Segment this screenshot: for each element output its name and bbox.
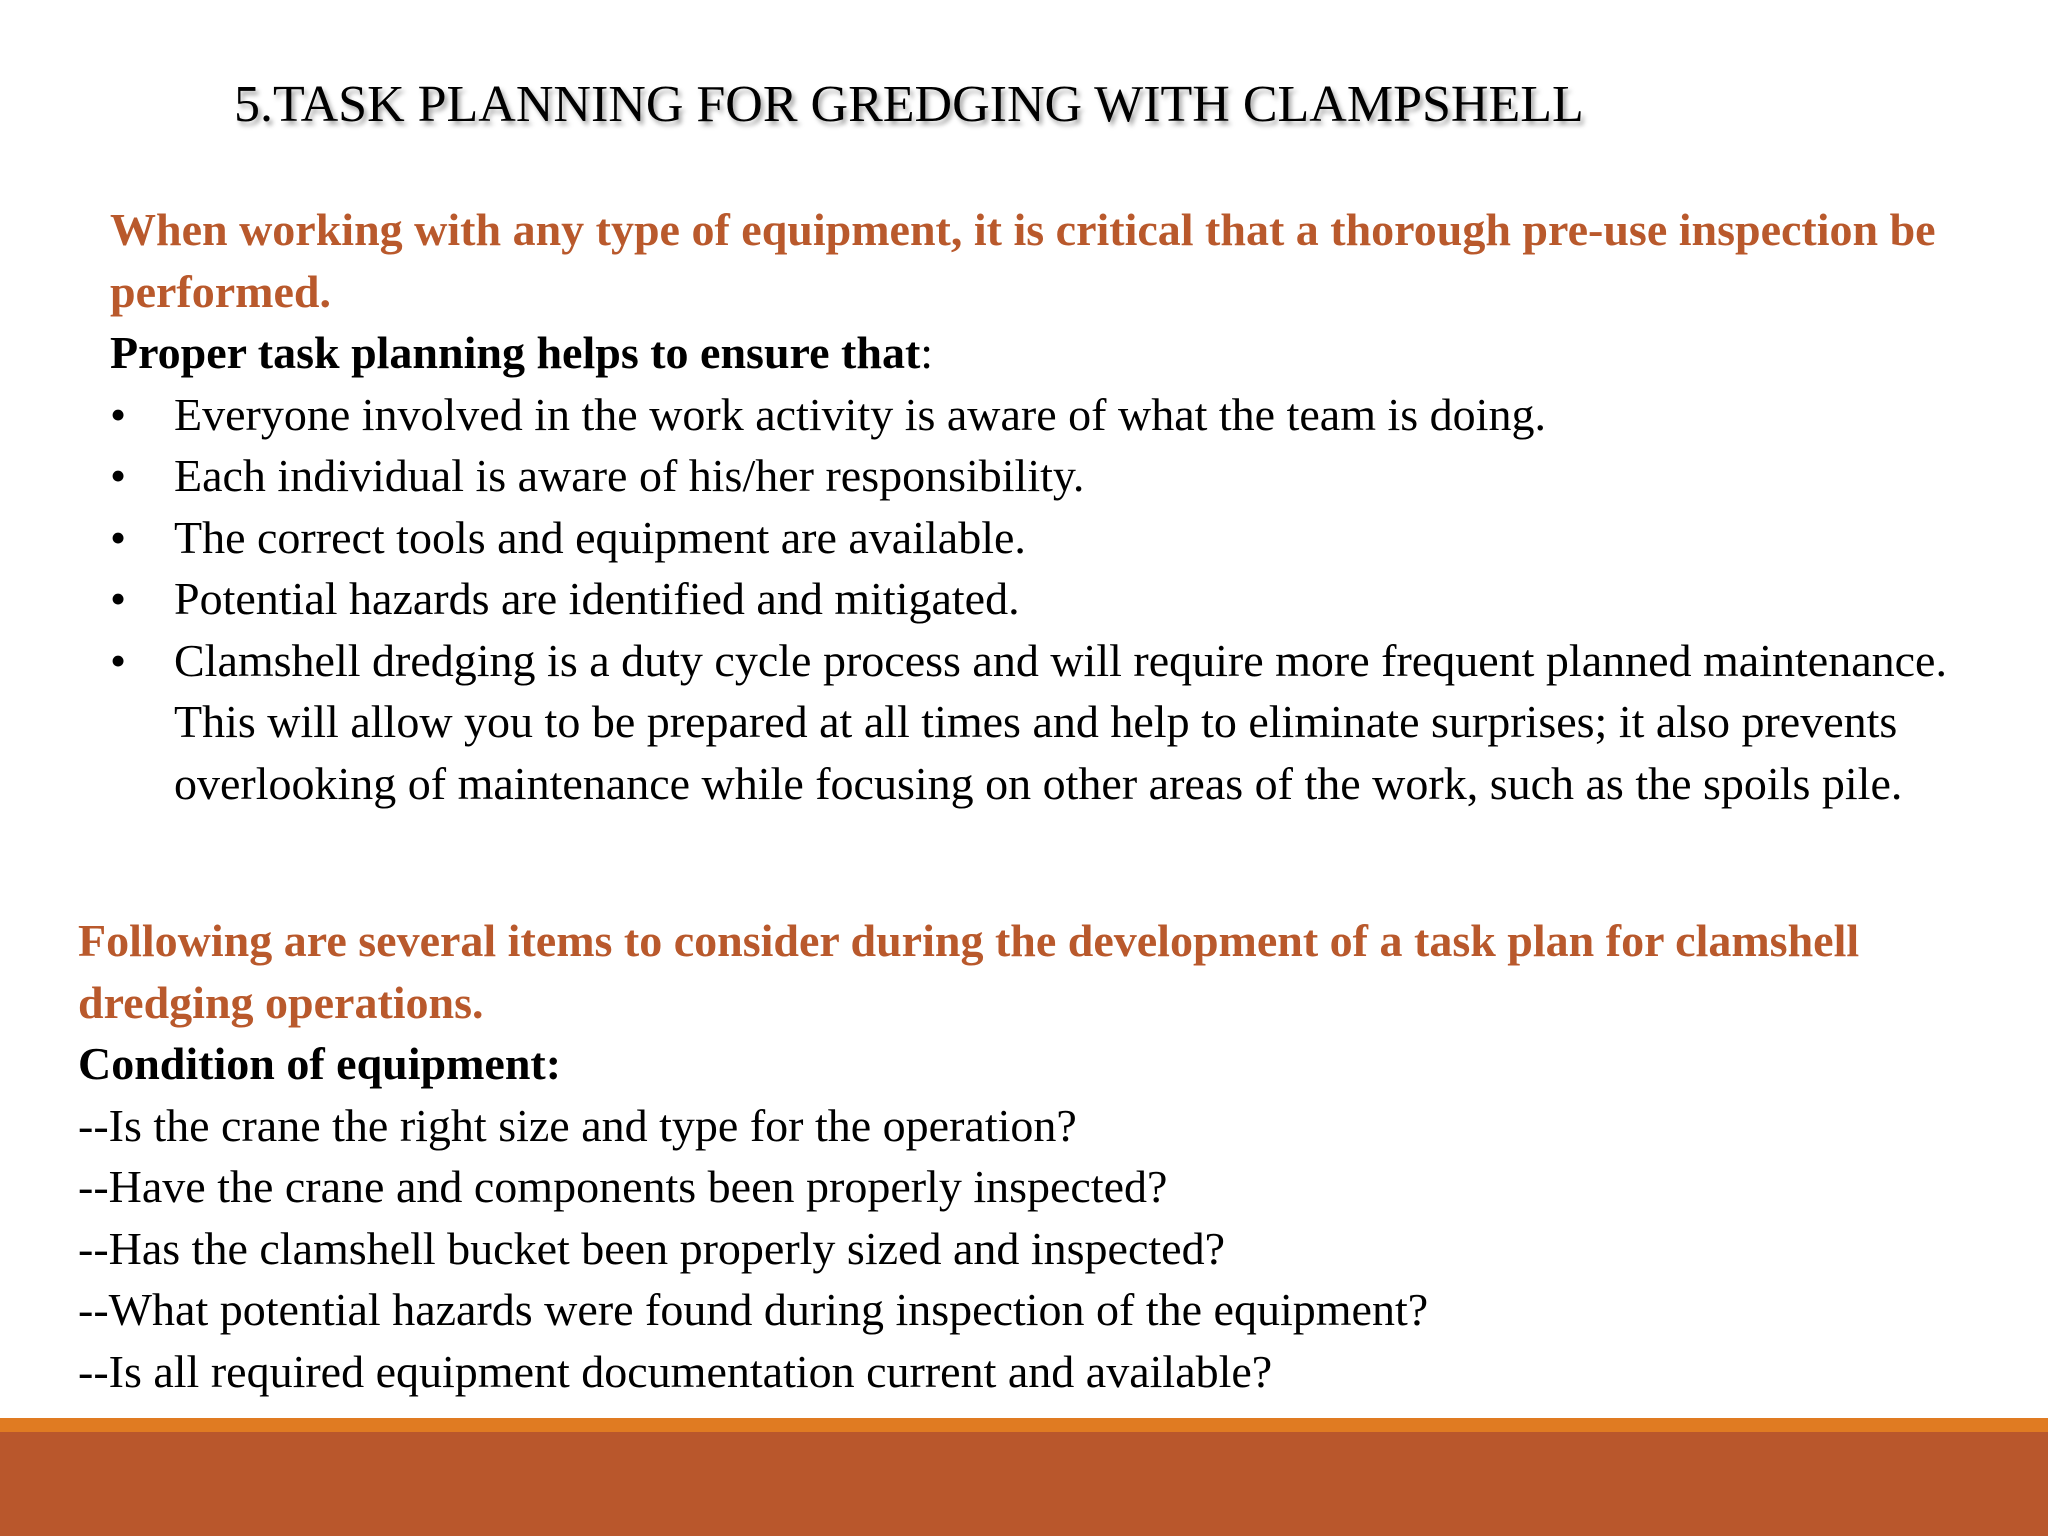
intro-lead-colon: :	[920, 327, 934, 378]
question-item: --Is the crane the right size and type for the operation?	[78, 1099, 1077, 1151]
bullet-icon: •	[110, 634, 127, 686]
question-item: --What potential hazards were found during inspection of the equipment?	[78, 1284, 1429, 1335]
bullet-item	[110, 630, 1990, 815]
task-plan-highlight: Following are several items to consider during the development of a task plan for clamshell dredging operations.	[78, 915, 1860, 1028]
bullet-icon: •	[110, 388, 127, 440]
slide-title: 5.TASK PLANNING FOR GREDGING WITH CLAMPSHELL	[234, 76, 1584, 133]
question-item: --Have the crane and components been properly inspected?	[78, 1161, 1168, 1212]
bullet-text: The correct tools and equipment are available.	[174, 511, 1026, 563]
intro-lead	[110, 322, 1990, 384]
bullet-item	[110, 568, 1990, 630]
bullet-icon: •	[110, 511, 127, 563]
intro-lead-bold: Proper task planning helps to ensure that	[110, 327, 921, 378]
bullet-item	[110, 445, 1990, 507]
bullet-list	[110, 384, 1990, 815]
question-item: --Has the clamshell bucket been properly sized and inspected?	[78, 1222, 1225, 1274]
equipment-heading: Condition of equipment:	[78, 1038, 562, 1089]
bullet-icon: •	[110, 450, 127, 501]
bullet-text: Everyone involved in the work activity is aware of what the team is doing.	[174, 388, 1546, 440]
bullet-item	[110, 507, 1990, 569]
bullet-icon: •	[110, 573, 127, 624]
intro-highlight: When working with any type of equipment, it is critical that a thorough pre-use inspection be performed.	[110, 204, 1936, 317]
bullet-item	[110, 384, 1990, 446]
bullet-text: Clamshell dredging is a duty cycle process and will require more frequent planned maintenance. This will allow you to be prepared at all times and help to eliminate surprises; it also prevents overlooking of maintenance while focusing on other areas of the work, such as the spoils pile.	[174, 634, 1947, 809]
bullet-text: Potential hazards are identified and mitigated.	[174, 573, 1020, 624]
question-item: --Is all required equipment documentation current and available?	[78, 1345, 1273, 1397]
bullet-text: Each individual is aware of his/her responsibility.	[174, 450, 1085, 501]
footer-accent-line	[0, 1418, 2048, 1432]
footer-band	[0, 1432, 2048, 1536]
intro-section	[110, 199, 1990, 814]
task-plan-section	[78, 910, 1978, 1402]
